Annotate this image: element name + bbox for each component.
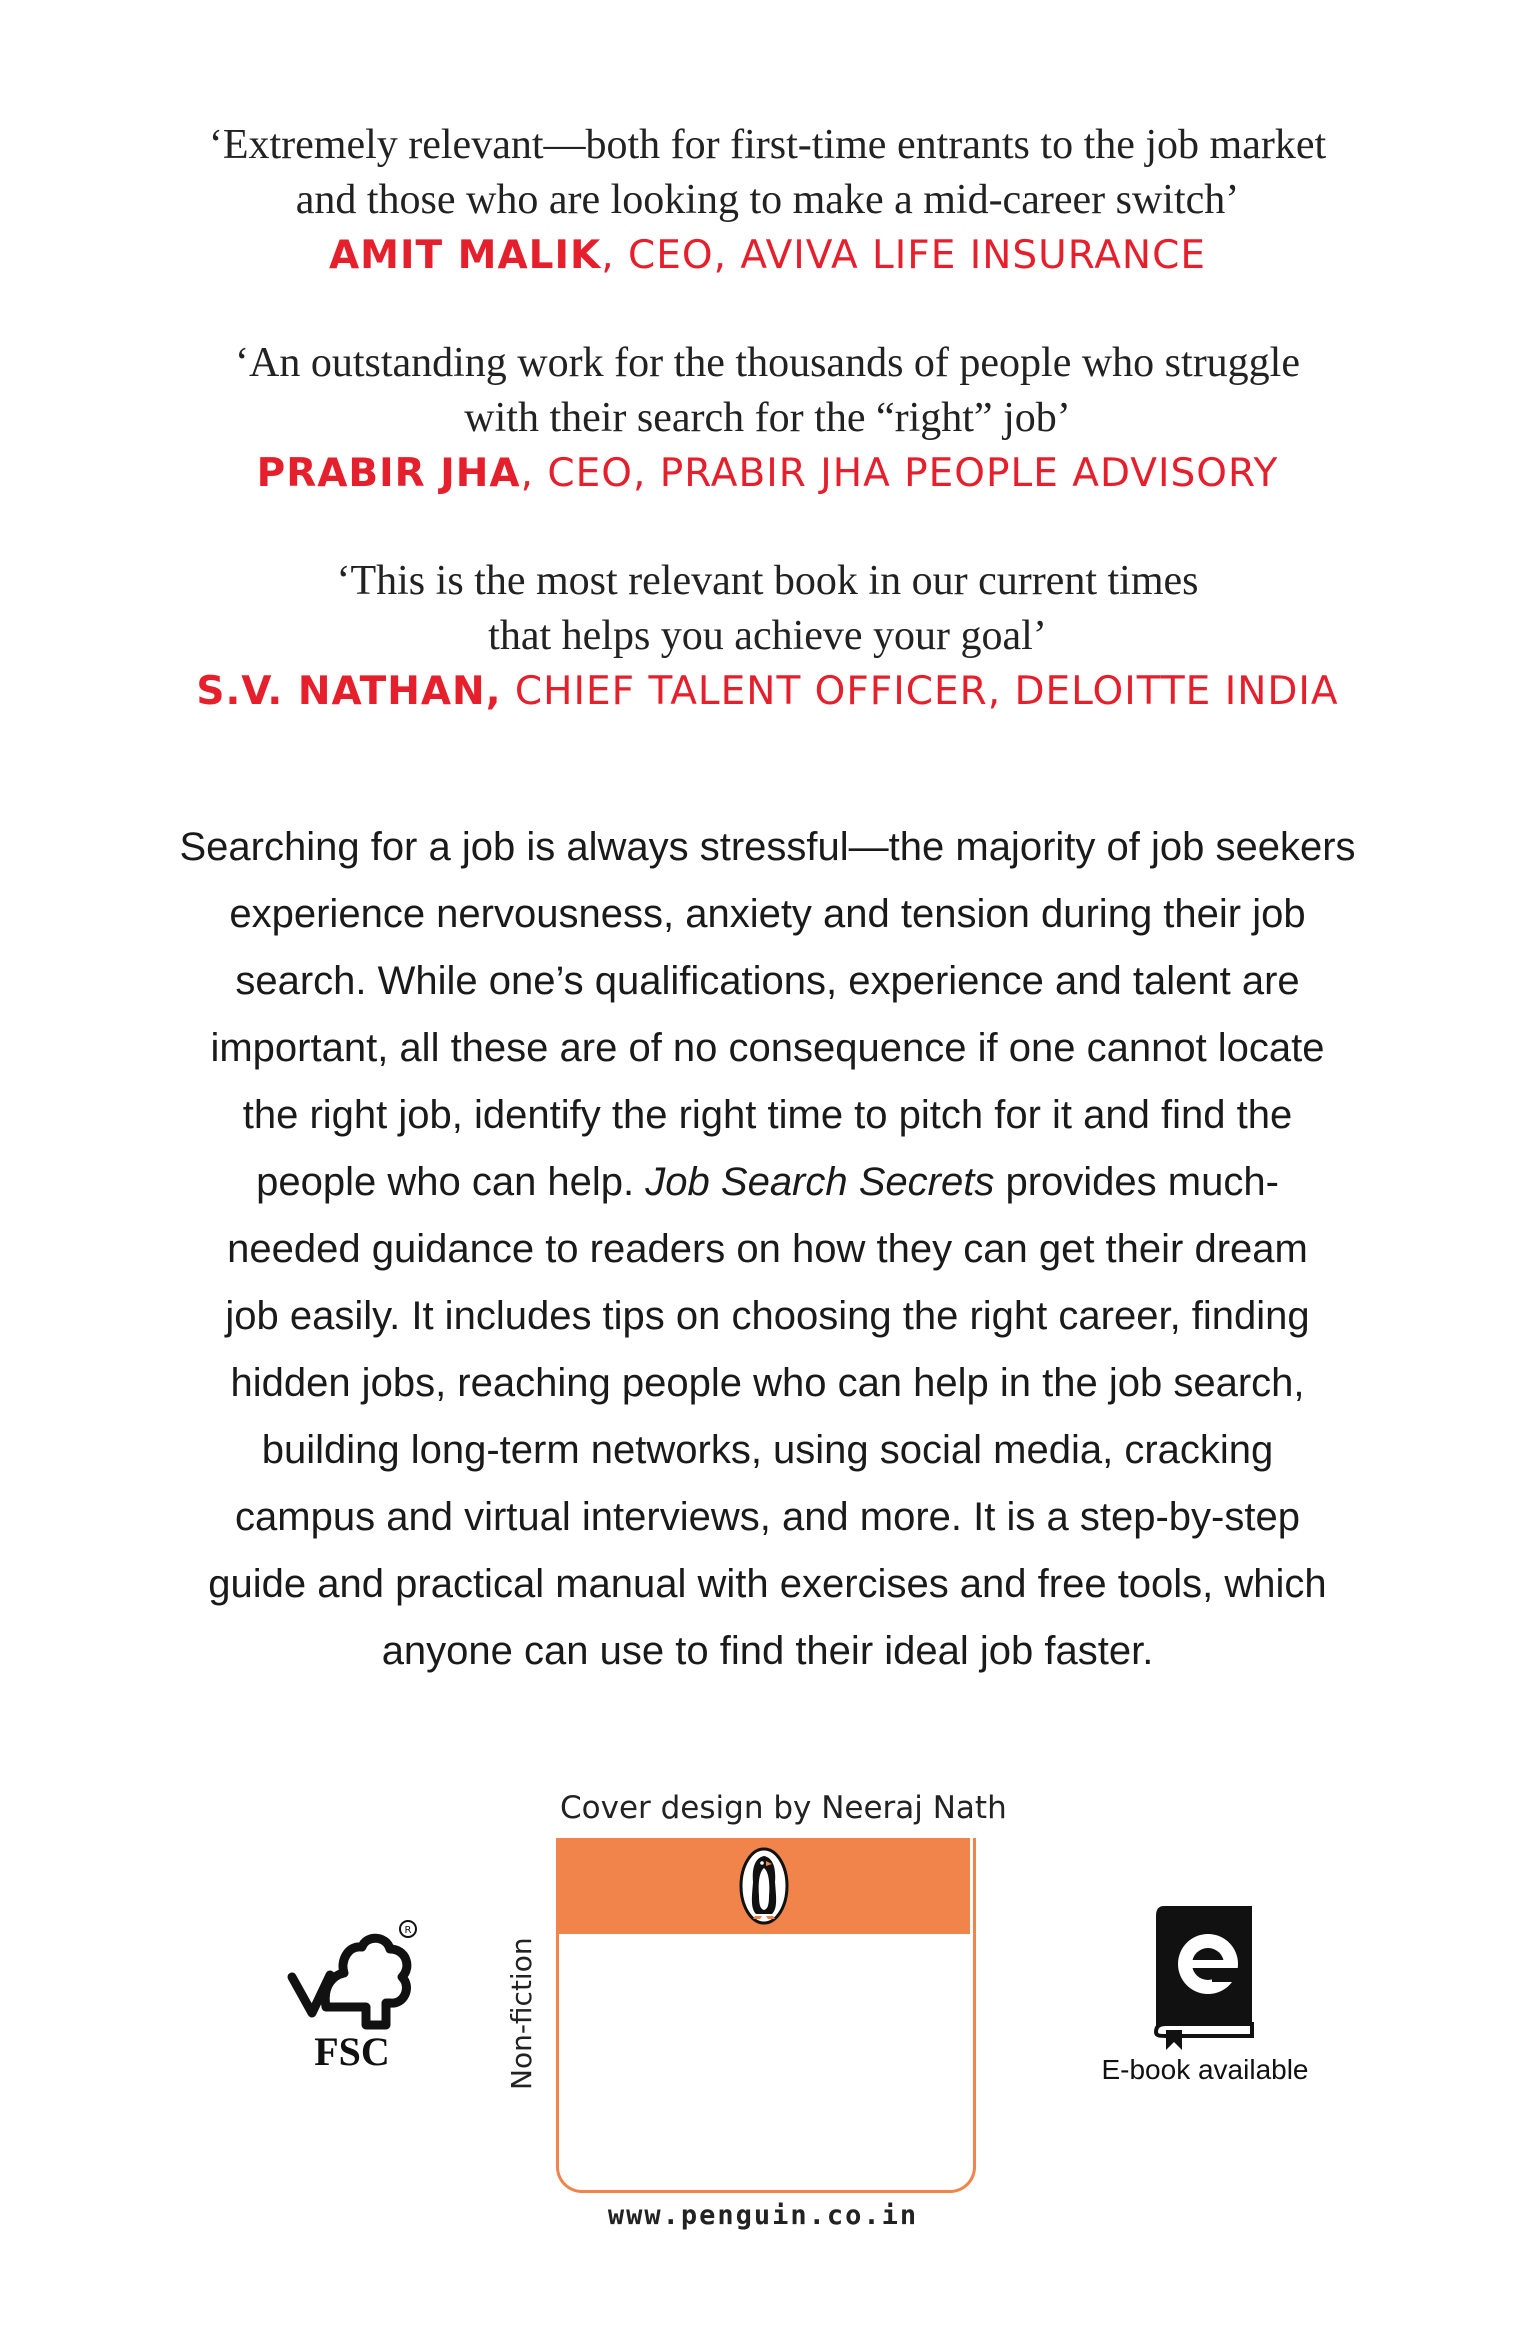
quote-author-title: CHIEF TALENT OFFICER, DELOITTE INDIA: [501, 669, 1339, 714]
quote-author-title: , CEO, AVIVA LIFE INSURANCE: [601, 233, 1206, 278]
quote-author-title: , CEO, PRABIR JHA PEOPLE ADVISORY: [520, 451, 1279, 496]
quote-attribution: [0, 228, 1535, 284]
cover-design-credit: Cover design by Neeraj Nath: [560, 1790, 1007, 1826]
genre-label: Non-fiction: [505, 1937, 538, 2090]
publisher-website: www.penguin.co.in: [607, 2200, 919, 2231]
blurb-line: Searching for a job is always stressful—the majority of job seekers: [179, 825, 1356, 869]
quote-author: PRABIR JHA: [256, 451, 521, 496]
book-title-italic: Job Search Secrets: [645, 1160, 995, 1204]
ebook-available-label: E-book available: [1101, 2054, 1309, 2085]
penguin-logo-icon: [738, 1846, 790, 1926]
quote-author: S.V. NATHAN,: [196, 669, 502, 714]
book-description: [120, 814, 1415, 1685]
blurb-line: job easily. It includes tips on choosing the right career, finding: [225, 1294, 1310, 1338]
quote-attribution: [0, 664, 1535, 720]
quote-text: ‘An outstanding work for the thousands of people who struggle with their search for the “right” job’: [235, 340, 1300, 441]
blurb-line: important, all these are of no consequence if one cannot locate: [210, 1026, 1325, 1070]
endorsement-1: [0, 118, 1535, 284]
fsc-label: FSC: [314, 2029, 390, 2074]
quote-attribution: [0, 446, 1535, 502]
svg-text:R: R: [404, 1925, 412, 1936]
blurb-line: experience nervousness, anxiety and tension during their job: [229, 892, 1306, 936]
ebook-icon: [1152, 1902, 1258, 2052]
endorsements: [0, 118, 1535, 772]
blurb-text: people who can help.: [256, 1160, 646, 1204]
quote-text: ‘This is the most relevant book in our current times that helps you achieve your goal’: [336, 558, 1199, 659]
quote-text: ‘Extremely relevant—both for first-time entrants to the job market and those who are looking to make a mid-career switch’: [208, 122, 1327, 223]
blurb-line: building long-term networks, using social media, cracking: [261, 1428, 1274, 1472]
endorsement-3: [0, 554, 1535, 720]
endorsement-2: [0, 336, 1535, 502]
blurb-line: needed guidance to readers on how they can get their dream: [227, 1227, 1308, 1271]
quote-author: AMIT MALIK: [329, 233, 602, 278]
blurb-line: campus and virtual interviews, and more. It is a step-by-step: [235, 1495, 1300, 1539]
blurb-text: provides much-: [994, 1160, 1279, 1204]
blurb-line: hidden jobs, reaching people who can help in the job search,: [230, 1361, 1305, 1405]
blurb-line: search. While one’s qualifications, experience and talent are: [235, 959, 1300, 1003]
blurb-line: the right job, identify the right time to pitch for it and find the: [242, 1093, 1293, 1137]
blurb-line: guide and practical manual with exercises and free tools, which: [208, 1562, 1327, 1606]
blurb-line: [120, 1149, 1415, 1216]
blurb-line: anyone can use to find their ideal job faster.: [381, 1629, 1154, 1673]
